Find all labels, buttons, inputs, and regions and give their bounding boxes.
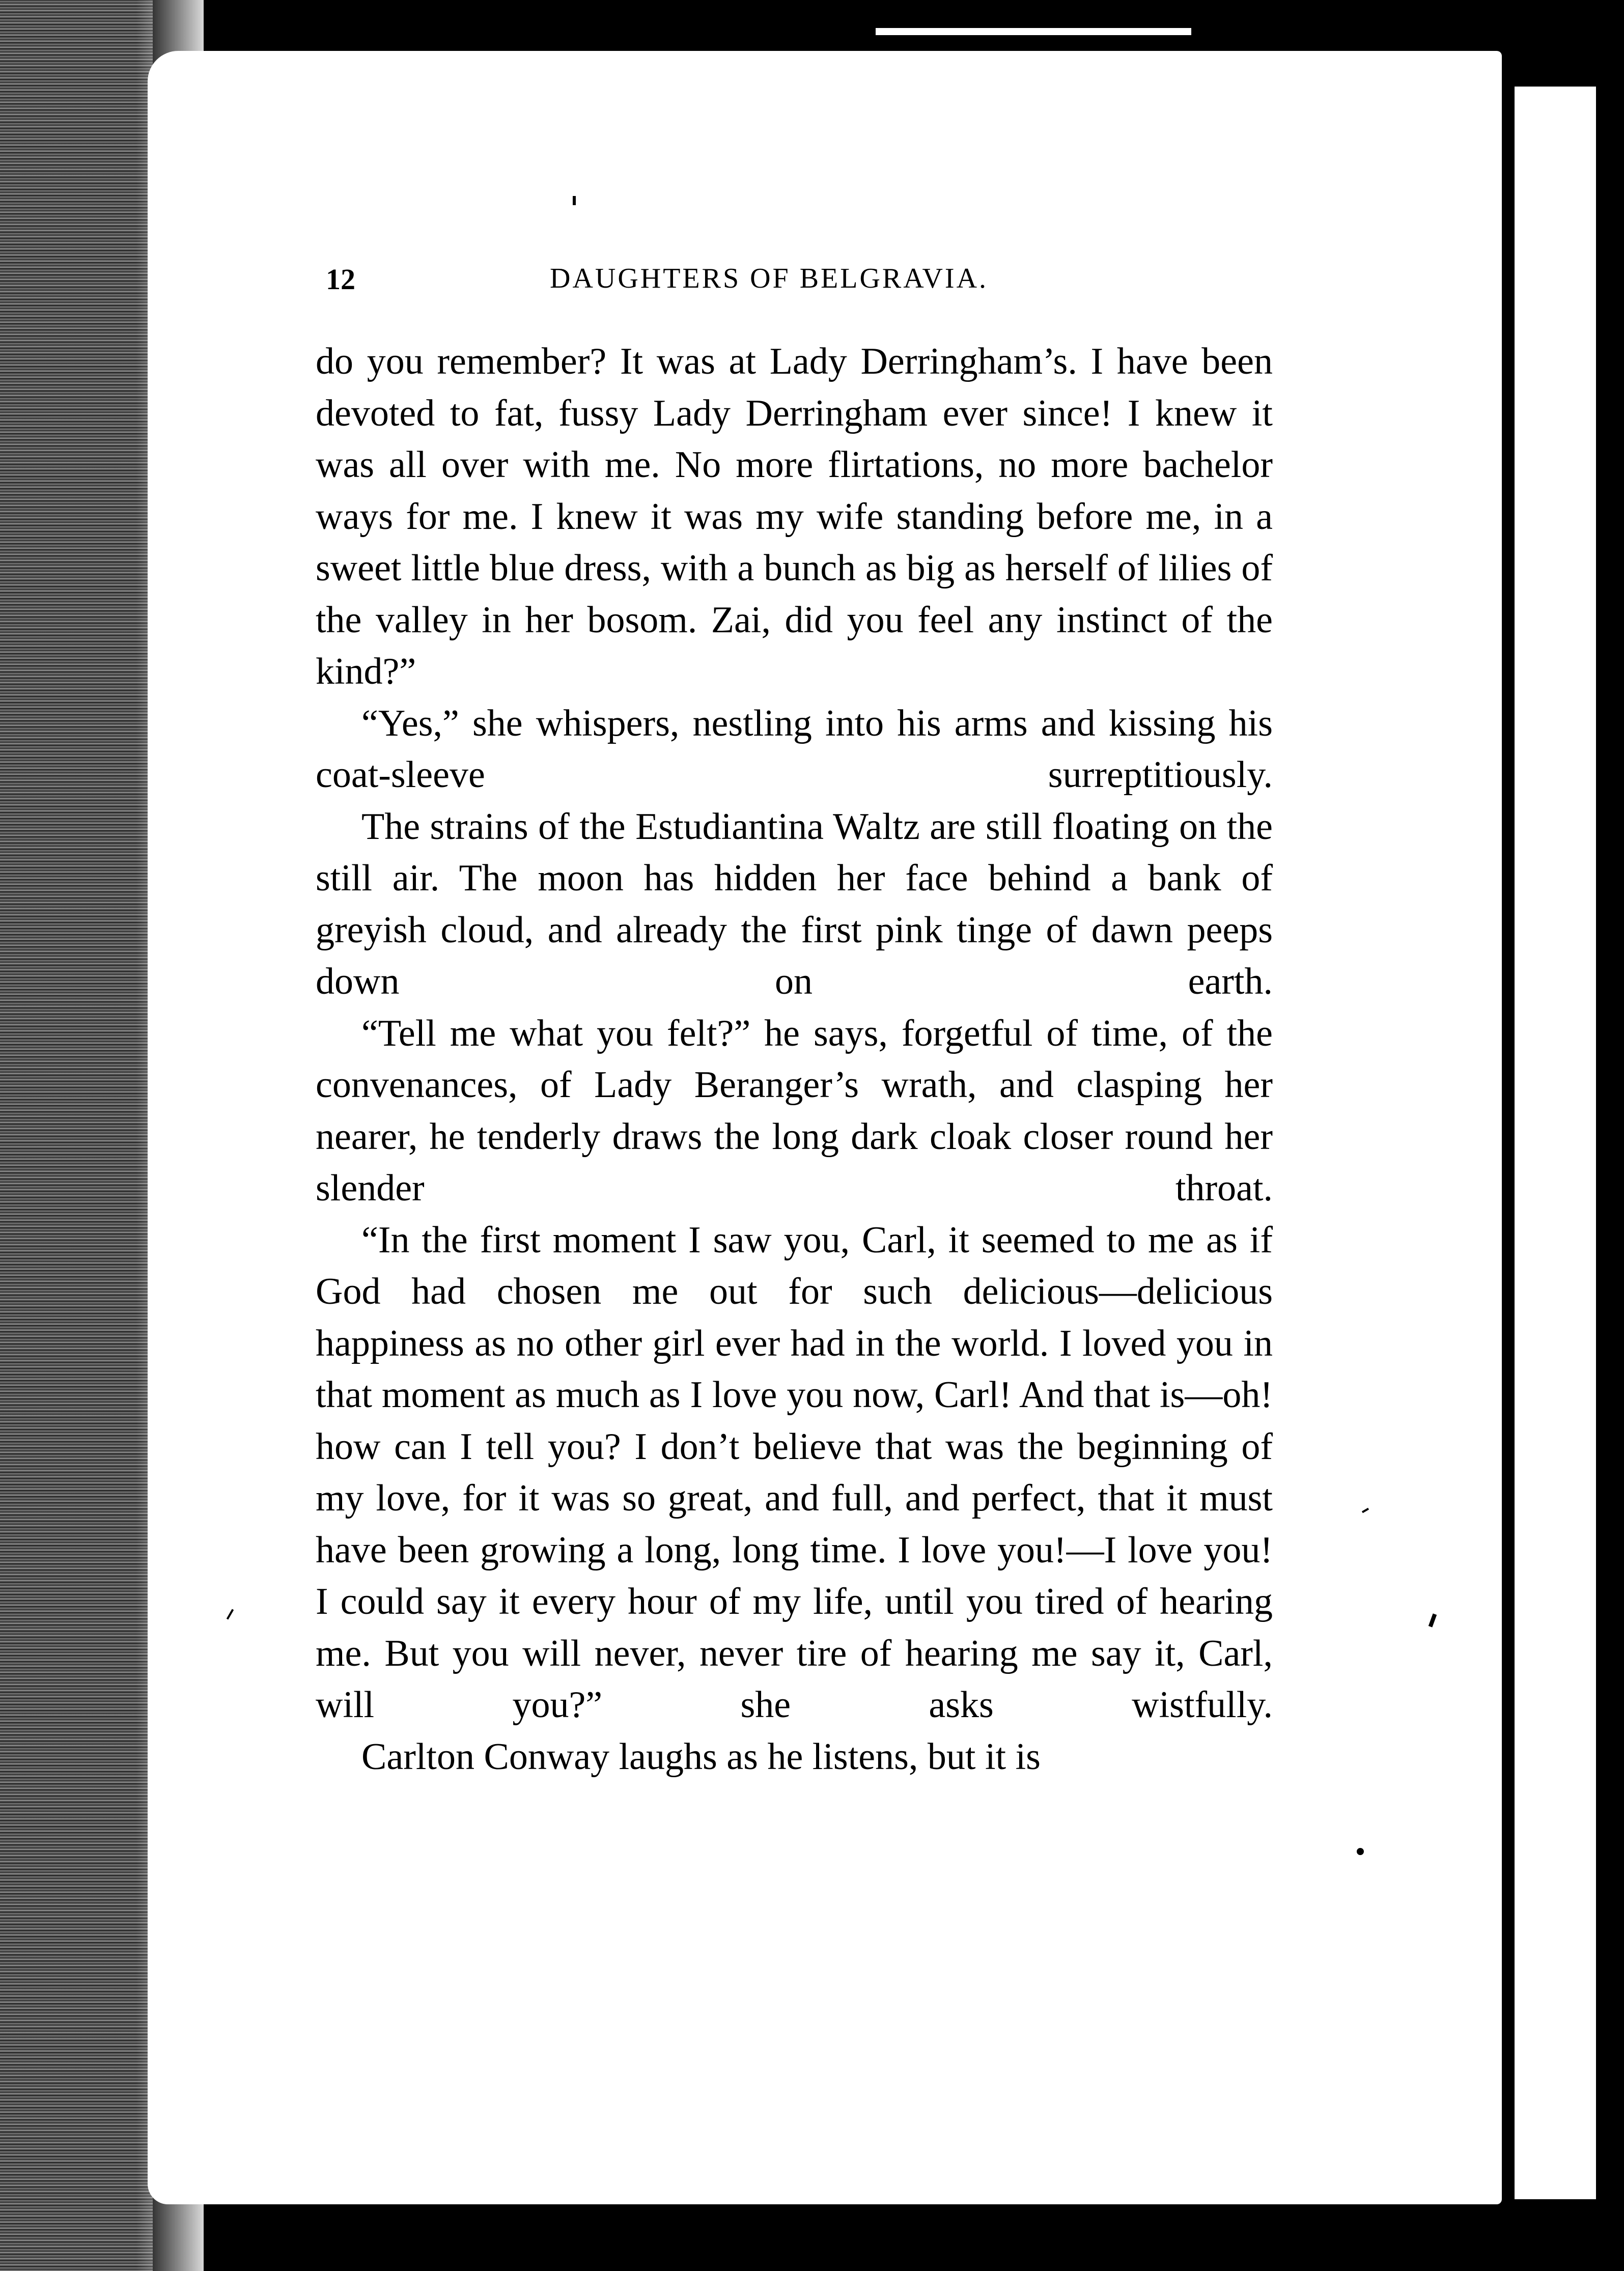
- gutter-shadow: [92, 0, 204, 2271]
- body-text: [316, 336, 1273, 1783]
- paragraph: do you remember? It was at Lady Derringham’s. I have been devoted to fat, fussy Lady Derringham ever since! I knew it was all over with me. No more flirtations, no more bachelor ways for me. I knew it was my wife standing before me, in a sweet little blue dress, with a bunch as big as herself of lilies of the valley in her bosom. Zai, did you feel any instinct of the kind?”: [316, 341, 1273, 692]
- running-title: DAUGHTERS OF BELGRAVIA.: [550, 263, 989, 294]
- page-number: 12: [326, 263, 355, 296]
- scan-speck: [1357, 1848, 1364, 1855]
- paragraph: Carlton Conway laughs as he listens, but it is: [361, 1735, 1041, 1778]
- paragraph: “In the first moment I saw you, Carl, it seemed to me as if God had chosen me out for such delicious—delicious happiness as no other girl ever had in the world. I loved you in that moment as much as I love you now, Carl! And that is—oh! how can I tell you? I don’t believe that was the beginning of my love, for it was so great, and full, and perfect, that it must have been growing a long, long time. I love you!—I love you! I could say it every hour of my life, until you tired of hearing me. But you will never, never tire of hearing me say it, Carl, will you?” she asks wistfully.: [316, 1219, 1273, 1726]
- adjacent-page-edge: [1515, 87, 1596, 2199]
- scan-speck: [573, 196, 576, 205]
- top-edge-mark: [876, 28, 1191, 35]
- page-header: [316, 257, 1278, 303]
- paragraph: “Tell me what you felt?” he says, forgetful of time, of the convenances, of Lady Beranger’s wrath, and clasping her nearer, he tenderly draws the long dark cloak closer round her slender throat.: [316, 1012, 1273, 1209]
- paragraph: The strains of the Estudiantina Waltz are still floating on the still air. The moon has hidden her face behind a bank of greyish cloud, and already the first pink tinge of dawn peeps down on earth.: [316, 805, 1273, 1002]
- paragraph: “Yes,” she whispers, nestling into his arms and kissing his coat-sleeve surreptitiously.: [316, 702, 1273, 796]
